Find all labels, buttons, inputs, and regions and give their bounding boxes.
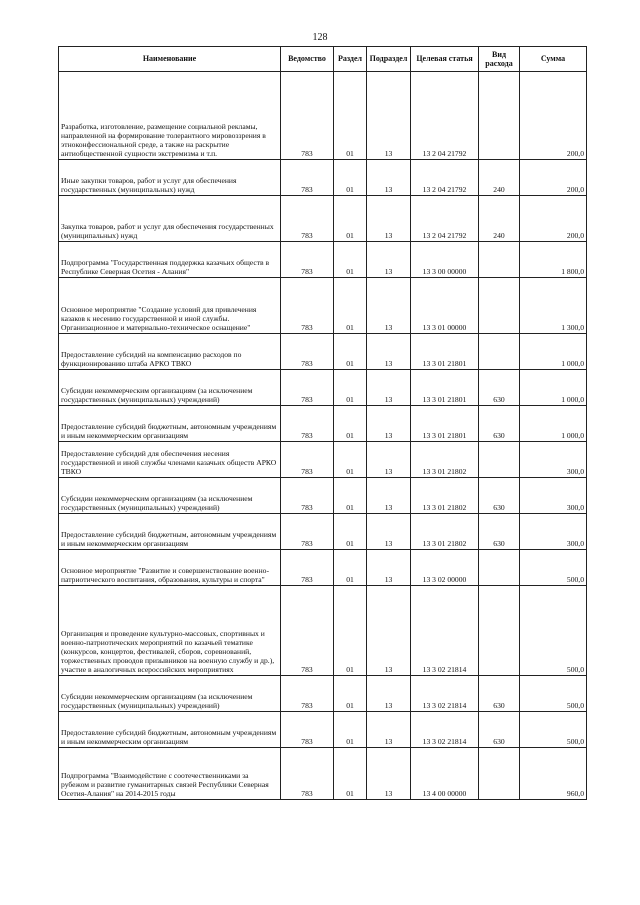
cell-name: Предоставление субсидий для обеспечения несения государственной и иной службы членами казачьих обществ АРКО ТВКО — [59, 442, 281, 478]
cell-name: Предоставление субсидий бюджетным, автономным учреждениям и иным некоммерческим организациям — [59, 712, 281, 748]
cell-subsection: 13 — [367, 442, 411, 478]
cell-section: 01 — [334, 160, 367, 196]
cell-dept: 783 — [281, 442, 334, 478]
cell-sum: 960,0 — [520, 748, 587, 800]
cell-subsection: 13 — [367, 334, 411, 370]
cell-section: 01 — [334, 550, 367, 586]
table-row — [59, 196, 587, 242]
table-row — [59, 514, 587, 550]
cell-section: 01 — [334, 72, 367, 160]
cell-subsection: 13 — [367, 278, 411, 334]
cell-section: 01 — [334, 334, 367, 370]
table-row — [59, 550, 587, 586]
cell-sum: 500,0 — [520, 712, 587, 748]
cell-sum: 200,0 — [520, 72, 587, 160]
cell-type — [479, 748, 520, 800]
cell-dept: 783 — [281, 278, 334, 334]
cell-target: 13 3 01 21801 — [411, 406, 479, 442]
cell-section: 01 — [334, 514, 367, 550]
cell-dept: 783 — [281, 676, 334, 712]
cell-name: Основное мероприятие "Создание условий для привлечения казаков к несению государственной и иной службы. Организационное и материально-техническое оснащение" — [59, 278, 281, 334]
cell-type: 630 — [479, 676, 520, 712]
cell-subsection: 13 — [367, 478, 411, 514]
table-row — [59, 334, 587, 370]
header-section: Раздел — [334, 47, 367, 72]
cell-dept: 783 — [281, 478, 334, 514]
cell-name: Субсидии некоммерческим организациям (за исключением государственных (муниципальных) учреждений) — [59, 676, 281, 712]
header-target: Целевая статья — [411, 47, 479, 72]
cell-type: 630 — [479, 370, 520, 406]
header-exp-type: Вид расхода — [479, 47, 520, 72]
cell-sum: 1 000,0 — [520, 370, 587, 406]
cell-type: 630 — [479, 406, 520, 442]
cell-type: 630 — [479, 712, 520, 748]
cell-type — [479, 442, 520, 478]
cell-subsection: 13 — [367, 242, 411, 278]
cell-section: 01 — [334, 676, 367, 712]
table-row — [59, 676, 587, 712]
cell-subsection: 13 — [367, 676, 411, 712]
table-row — [59, 478, 587, 514]
table-row — [59, 278, 587, 334]
cell-section: 01 — [334, 748, 367, 800]
cell-section: 01 — [334, 478, 367, 514]
header-subsection: Подраздел — [367, 47, 411, 72]
cell-name: Предоставление субсидий на компенсацию расходов по функционированию штаба АРКО ТВКО — [59, 334, 281, 370]
table-row — [59, 586, 587, 676]
cell-subsection: 13 — [367, 514, 411, 550]
cell-type: 630 — [479, 478, 520, 514]
cell-dept: 783 — [281, 712, 334, 748]
cell-target: 13 2 04 21792 — [411, 196, 479, 242]
cell-dept: 783 — [281, 370, 334, 406]
cell-sum: 500,0 — [520, 550, 587, 586]
cell-name: Разработка, изготовление, размещение социальной рекламы, направленной на формирование толерантного мировоззрения в этноконфессиональной среде, а также на раскрытие антиобщественной сущности экстремизма и т.п. — [59, 72, 281, 160]
cell-dept: 783 — [281, 72, 334, 160]
cell-dept: 783 — [281, 406, 334, 442]
table-row — [59, 370, 587, 406]
cell-type — [479, 278, 520, 334]
cell-subsection: 13 — [367, 712, 411, 748]
cell-dept: 783 — [281, 748, 334, 800]
table-row — [59, 442, 587, 478]
cell-sum: 500,0 — [520, 586, 587, 676]
cell-type — [479, 586, 520, 676]
table-body — [59, 72, 587, 800]
cell-sum: 200,0 — [520, 196, 587, 242]
cell-subsection: 13 — [367, 586, 411, 676]
cell-target: 13 3 00 00000 — [411, 242, 479, 278]
cell-subsection: 13 — [367, 406, 411, 442]
cell-sum: 1 000,0 — [520, 334, 587, 370]
cell-type — [479, 242, 520, 278]
cell-sum: 1 000,0 — [520, 406, 587, 442]
cell-sum: 300,0 — [520, 478, 587, 514]
table-header-row — [59, 47, 587, 72]
table-row — [59, 160, 587, 196]
table-row — [59, 242, 587, 278]
cell-name: Основное мероприятие "Развитие и совершенствование военно-патриотического воспитания, образования, культуры и спорта" — [59, 550, 281, 586]
header-sum: Сумма — [520, 47, 587, 72]
cell-sum: 500,0 — [520, 676, 587, 712]
cell-name: Подпрограмма "Государственная поддержка казачьих обществ в Республике Северная Осетия - Алания" — [59, 242, 281, 278]
cell-type: 240 — [479, 196, 520, 242]
cell-sum: 300,0 — [520, 442, 587, 478]
cell-subsection: 13 — [367, 550, 411, 586]
cell-section: 01 — [334, 242, 367, 278]
cell-subsection: 13 — [367, 370, 411, 406]
cell-section: 01 — [334, 278, 367, 334]
cell-type — [479, 550, 520, 586]
table-row — [59, 406, 587, 442]
cell-type — [479, 72, 520, 160]
cell-sum: 1 800,0 — [520, 242, 587, 278]
cell-type — [479, 334, 520, 370]
cell-dept: 783 — [281, 334, 334, 370]
cell-section: 01 — [334, 712, 367, 748]
table-row — [59, 72, 587, 160]
cell-target: 13 2 04 21792 — [411, 72, 479, 160]
cell-subsection: 13 — [367, 72, 411, 160]
cell-target: 13 3 01 21801 — [411, 370, 479, 406]
cell-section: 01 — [334, 196, 367, 242]
page-number: 128 — [312, 32, 328, 43]
cell-type: 630 — [479, 514, 520, 550]
cell-subsection: 13 — [367, 748, 411, 800]
cell-section: 01 — [334, 442, 367, 478]
cell-dept: 783 — [281, 242, 334, 278]
cell-sum: 300,0 — [520, 514, 587, 550]
table-row — [59, 748, 587, 800]
cell-subsection: 13 — [367, 160, 411, 196]
cell-name: Предоставление субсидий бюджетным, автономным учреждениям и иным некоммерческим организациям — [59, 514, 281, 550]
cell-dept: 783 — [281, 550, 334, 586]
cell-target: 13 3 01 21802 — [411, 478, 479, 514]
cell-dept: 783 — [281, 160, 334, 196]
budget-table — [58, 46, 587, 800]
cell-name: Субсидии некоммерческим организациям (за исключением государственных (муниципальных) учреждений) — [59, 370, 281, 406]
cell-section: 01 — [334, 406, 367, 442]
cell-target: 13 3 01 21801 — [411, 334, 479, 370]
cell-target: 13 3 01 21802 — [411, 514, 479, 550]
cell-target: 13 2 04 21792 — [411, 160, 479, 196]
cell-type: 240 — [479, 160, 520, 196]
cell-sum: 1 300,0 — [520, 278, 587, 334]
cell-target: 13 4 00 00000 — [411, 748, 479, 800]
cell-name: Иные закупки товаров, работ и услуг для обеспечения государственных (муниципальных) нужд — [59, 160, 281, 196]
cell-section: 01 — [334, 586, 367, 676]
cell-dept: 783 — [281, 586, 334, 676]
cell-target: 13 3 02 21814 — [411, 676, 479, 712]
cell-target: 13 3 02 21814 — [411, 586, 479, 676]
cell-dept: 783 — [281, 514, 334, 550]
header-dept: Ведомство — [281, 47, 334, 72]
table-row — [59, 712, 587, 748]
cell-target: 13 3 01 21802 — [411, 442, 479, 478]
cell-name: Подпрограмма "Взаимодействие с соотечественниками за рубежом и развитие гуманитарных связей Республики Северная Осетия-Алания" на 2014-2015 годы — [59, 748, 281, 800]
cell-name: Субсидии некоммерческим организациям (за исключением государственных (муниципальных) учреждений) — [59, 478, 281, 514]
cell-target: 13 3 02 21814 — [411, 712, 479, 748]
cell-dept: 783 — [281, 196, 334, 242]
cell-sum: 200,0 — [520, 160, 587, 196]
cell-section: 01 — [334, 370, 367, 406]
header-name: Наименование — [59, 47, 281, 72]
cell-subsection: 13 — [367, 196, 411, 242]
cell-target: 13 3 01 00000 — [411, 278, 479, 334]
cell-target: 13 3 02 00000 — [411, 550, 479, 586]
cell-name: Предоставление субсидий бюджетным, автономным учреждениям и иным некоммерческим организациям — [59, 406, 281, 442]
cell-name: Организация и проведение культурно-массовых, спортивных и военно-патриотических мероприятий по казачьей тематике (конкурсов, концертов, фестивалей, сборов, соревнований, торжественных проводов призывников на военную службу и др.), участие в аналогичных всероссийских мероприятиях — [59, 586, 281, 676]
cell-name: Закупка товаров, работ и услуг для обеспечения государственных (муниципальных) нужд — [59, 196, 281, 242]
